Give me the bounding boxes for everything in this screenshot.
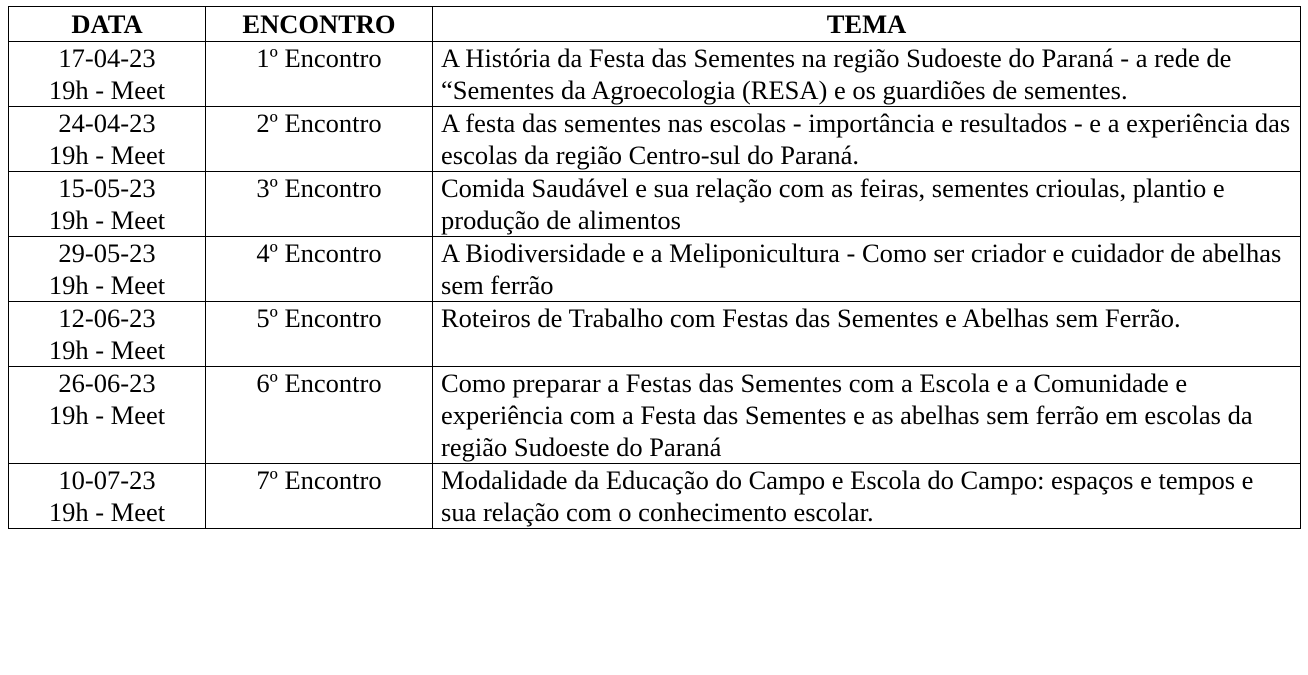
date-text: 12-06-23 [58, 303, 156, 333]
encontro-cell: 2º Encontro [206, 107, 433, 172]
tema-cell: A História da Festa das Sementes na região Sudoeste do Paraná - a rede de “Sementes da Agroecologia (RESA) e os guardiões de sementes. [433, 42, 1301, 107]
date-text: 24-04-23 [58, 108, 156, 138]
header-tema: TEMA [433, 7, 1301, 42]
encontro-cell: 5º Encontro [206, 302, 433, 367]
header-date: DATA [9, 7, 206, 42]
time-text: 19h - Meet [48, 270, 166, 300]
table-row [9, 302, 1301, 367]
encontro-cell: 4º Encontro [206, 237, 433, 302]
encontro-cell: 3º Encontro [206, 172, 433, 237]
date-cell [9, 367, 206, 464]
time-text: 19h - Meet [48, 140, 166, 170]
tema-cell: Modalidade da Educação do Campo e Escola do Campo: espaços e tempos e sua relação com o conhecimento escolar. [433, 464, 1301, 529]
date-text: 17-04-23 [58, 43, 156, 73]
time-text: 19h - Meet [48, 335, 166, 365]
table-row [9, 464, 1301, 529]
date-cell [9, 172, 206, 237]
date-text: 10-07-23 [58, 465, 156, 495]
date-text: 15-05-23 [58, 173, 156, 203]
tema-cell: A festa das sementes nas escolas - importância e resultados - e a experiência das escolas da região Centro-sul do Paraná. [433, 107, 1301, 172]
date-cell [9, 302, 206, 367]
time-text: 19h - Meet [48, 400, 166, 430]
date-text: 26-06-23 [58, 368, 156, 398]
date-cell [9, 42, 206, 107]
header-encontro: ENCONTRO [206, 7, 433, 42]
time-text: 19h - Meet [48, 497, 166, 527]
table-row [9, 237, 1301, 302]
encontro-cell: 6º Encontro [206, 367, 433, 464]
table-row [9, 367, 1301, 464]
tema-cell: A Biodiversidade e a Meliponicultura - Como ser criador e cuidador de abelhas sem ferrão [433, 237, 1301, 302]
schedule-table [8, 6, 1301, 529]
header-row [9, 7, 1301, 42]
tema-cell: Comida Saudável e sua relação com as feiras, sementes crioulas, plantio e produção de alimentos [433, 172, 1301, 237]
encontro-cell: 7º Encontro [206, 464, 433, 529]
date-cell [9, 464, 206, 529]
tema-cell: Roteiros de Trabalho com Festas das Sementes e Abelhas sem Ferrão. [433, 302, 1301, 367]
time-text: 19h - Meet [48, 75, 166, 105]
encontro-cell: 1º Encontro [206, 42, 433, 107]
date-cell [9, 107, 206, 172]
date-cell [9, 237, 206, 302]
time-text: 19h - Meet [48, 205, 166, 235]
date-text: 29-05-23 [58, 238, 156, 268]
table-row [9, 107, 1301, 172]
table-row [9, 42, 1301, 107]
tema-cell: Como preparar a Festas das Sementes com a Escola e a Comunidade e experiência com a Festa das Sementes e as abelhas sem ferrão em escolas da região Sudoeste do Paraná [433, 367, 1301, 464]
table-row [9, 172, 1301, 237]
